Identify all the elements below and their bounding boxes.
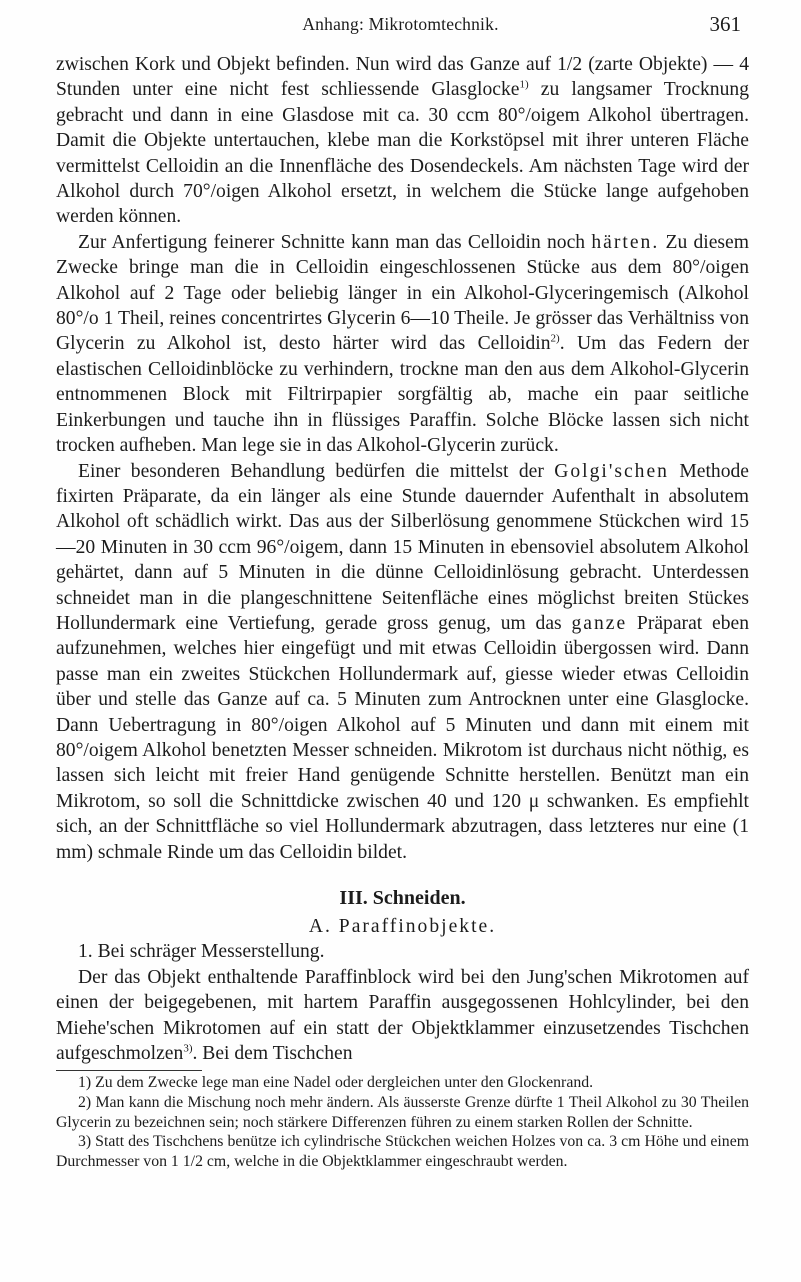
text-run: zu langsamer Trocknung gebracht und dann in eine Glasdose mit ca. 30 ccm 80°/oigem Alkohol übertragen. Damit die Objekte untertauchen, klebe man die Korkstöpsel mit ihrer unteren Fläche vermittelst Celloidin an die Innenfläche des Dosendeckels. Am nächsten Tage wird der Alkohol durch 70°/oigen Alkohol ersetzt, in welchem die Stücke lange aufgehoben werden können. xyxy=(56,79,749,228)
footnote-3: 3) Statt des Tischchens benütze ich cylindrische Stückchen weichen Holzes von ca. 3 cm Höhe und einem Durchmesser von 1 1/2 cm, welche in die Objektklammer eingeschraubt werden. xyxy=(56,1133,749,1170)
text-run: Methode fixirten Präparate, da ein länger als eine Stunde dauernder Aufenthalt in absolutem Alkohol oft schädlich wirkt. Das aus der Silberlösung genommene Stückchen wird 15—20 Minuten in 30 ccm 96°/oigem, dann 15 Minuten in ebensoviel absolutem Alkohol gehärtet, dann auf 5 Minuten in die dünne Celloidinlösung gebracht. Unterdessen schneidet man in die plangeschnittene Seitenfläche eines möglichst breiten Stückes Hollundermark eine Vertiefung, gerade gross genug, um das xyxy=(56,460,749,634)
footnote-divider xyxy=(56,1070,202,1071)
item-heading: 1. Bei schräger Messerstellung. xyxy=(78,941,325,963)
footnotes xyxy=(56,1073,749,1171)
paragraph-4 xyxy=(56,965,749,1067)
text-run: Einer besonderen Behandlung bedürfen die mittelst der xyxy=(78,460,555,482)
footnote-ref-3[interactable]: 3) xyxy=(183,1042,193,1055)
text-run: Zur Anfertigung feinerer Schnitte kann man das Celloidin noch xyxy=(78,231,592,253)
text-run: . Bei dem Tischchen xyxy=(192,1043,353,1065)
subsection-heading: A. Paraffinobjekte. xyxy=(308,916,497,937)
footnote-2: 2) Man kann die Mischung noch mehr ändern. Als äusserste Grenze dürfte 1 Theil Alkohol zu 30 Theilen Glycerin zu bezeichnen sein; noch stärkere Differenzen führen zu einem starken Rollen der Schnitte. xyxy=(56,1094,749,1131)
spaced-emphasis: härten. xyxy=(591,231,660,253)
text-run: Der das Objekt enthaltende Paraffinblock wird bei den Jung'schen Mikrotomen auf einen der beigegebenen, mit hartem Paraffin ausgegossenen Hohlcylinder, bei den Miehe'schen Mikrotomen auf ein statt der Objektklammer einzusetzendes Tischchen aufgeschmolzen xyxy=(56,966,749,1065)
body-text xyxy=(56,52,749,1171)
text-run: zwischen Kork und Objekt befinden. Nun wird das Ganze auf xyxy=(56,54,558,75)
footnote-1: 1) Zu dem Zwecke lege man eine Nadel oder dergleichen unter den Glockenrand. xyxy=(78,1074,594,1092)
text-run: Präparat eben aufzunehmen, welches hier eingefügt und mit etwas Celloidin übergossen wird. Dann passe man ein zweites Stückchen Hollundermark auf, giesse wieder etwas Celloidin über und stelle das Ganze auf ca. 5 Minuten zum Antrocknen unter eine Glasglocke. Dann Uebertragung in 80°/oigen Alkohol auf 5 Minuten und dann mit einem mit 80°/oigem Alkohol benetzten Messer schneiden. Mikrotom ist durchaus nicht nöthig, es lassen sich leicht mit freier Hand genügende Schnitte herstellen. Benützt man ein Mikrotom, so soll die Schnittdicke zwischen 40 und 120 μ schwanken. Es empfiehlt sich, an der Schnittfläche so viel Hollundermark abzutragen, dass letzteres nur eine (1 mm) schmale Rinde um das Celloidin bildet. xyxy=(56,612,749,863)
footnote-ref-2[interactable]: 2) xyxy=(550,332,560,345)
running-title: Anhang: Mikrotomtechnik. xyxy=(302,14,499,34)
paragraph-3 xyxy=(56,459,749,866)
paragraph-1 xyxy=(56,52,749,230)
spaced-emphasis: ganze xyxy=(571,612,628,634)
text-run: . Um das Federn der elastischen Celloidinblöcke zu verhindern, trockne man den aus dem Alkohol-Glycerin entnommenen Block mit Filtrirpapier sorgfältig ab, mache ein paar seitliche Einkerbungen und tauche ihn in flüssiges Paraffin. Solche Blöcke lassen sich nicht trocken aufheben. Man lege sie in das Alkohol-Glycerin zurück. xyxy=(56,333,749,457)
text-run: (zarte Objekte) — 4 Stunden unter eine nicht fest schliessende Glasglocke xyxy=(56,54,750,101)
footnote-ref-1[interactable]: 1) xyxy=(519,78,529,91)
running-head xyxy=(0,14,801,40)
fraction: 1/2 xyxy=(557,54,583,75)
page-number: 361 xyxy=(709,12,741,36)
section-heading: III. Schneiden. xyxy=(339,887,466,909)
paragraph-2 xyxy=(56,230,749,459)
spaced-emphasis: Golgi'schen xyxy=(554,460,669,482)
text-run: Zu diesem Zwecke bringe man die in Celloidin eingeschlossenen Stücke aus dem 80°/oigen Alkohol auf 2 Tage oder beliebig länger in ein Alkohol-Glyceringemisch (Alkohol 80°/o 1 Theil, reines concentrirtes Glycerin 6—10 Theile. Je grösser das Verhältniss von Glycerin zu Alkohol ist, desto härter wird das Celloidin xyxy=(56,231,749,355)
